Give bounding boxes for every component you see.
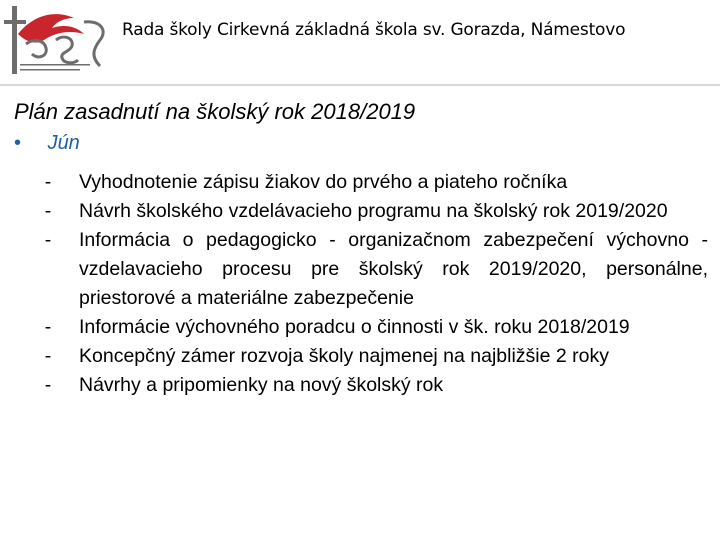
dash-marker: - [44, 200, 52, 222]
list-item [38, 168, 708, 197]
header-title: Rada školy Cirkevná základná škola sv. Gorazda, Námestovo [122, 20, 626, 40]
dash-marker: - [44, 345, 52, 367]
header-divider [0, 84, 720, 86]
agenda-list [38, 168, 708, 400]
list-item-text: Vyhodnotenie zápisu žiakov do prvého a piateho ročníka [79, 171, 568, 193]
dash-marker: - [44, 171, 52, 193]
dash-marker: - [44, 229, 52, 251]
list-item-text: Informácia o pedagogicko - organizačnom zabezpečení výchovno - vzdelavacieho procesu pre školský rok 2019/2020, personálne, priestorové a materiálne zabezpečenie [79, 229, 708, 309]
section-label: Jún [47, 132, 80, 154]
list-item [38, 342, 708, 371]
section-heading [14, 132, 80, 155]
list-item-text: Informácie výchovného poradcu o činnosti v šk. roku 2018/2019 [79, 316, 630, 338]
list-item [38, 371, 708, 400]
list-item-text: Koncepčný zámer rozvoja školy najmenej na najbližšie 2 roky [79, 345, 610, 367]
list-item-text: Návrh školského vzdelávacieho programu na školský rok 2019/2020 [79, 200, 668, 222]
school-logo [4, 4, 112, 80]
list-item [38, 313, 708, 342]
dash-marker: - [44, 374, 52, 396]
page-title: Plán zasadnutí na školský rok 2018/2019 [14, 99, 416, 124]
list-item [38, 226, 708, 313]
section-bullet: • [14, 132, 22, 154]
list-item-text: Návrhy a pripomienky na nový školský rok [79, 374, 444, 396]
list-item [38, 197, 708, 226]
dash-marker: - [44, 316, 52, 338]
